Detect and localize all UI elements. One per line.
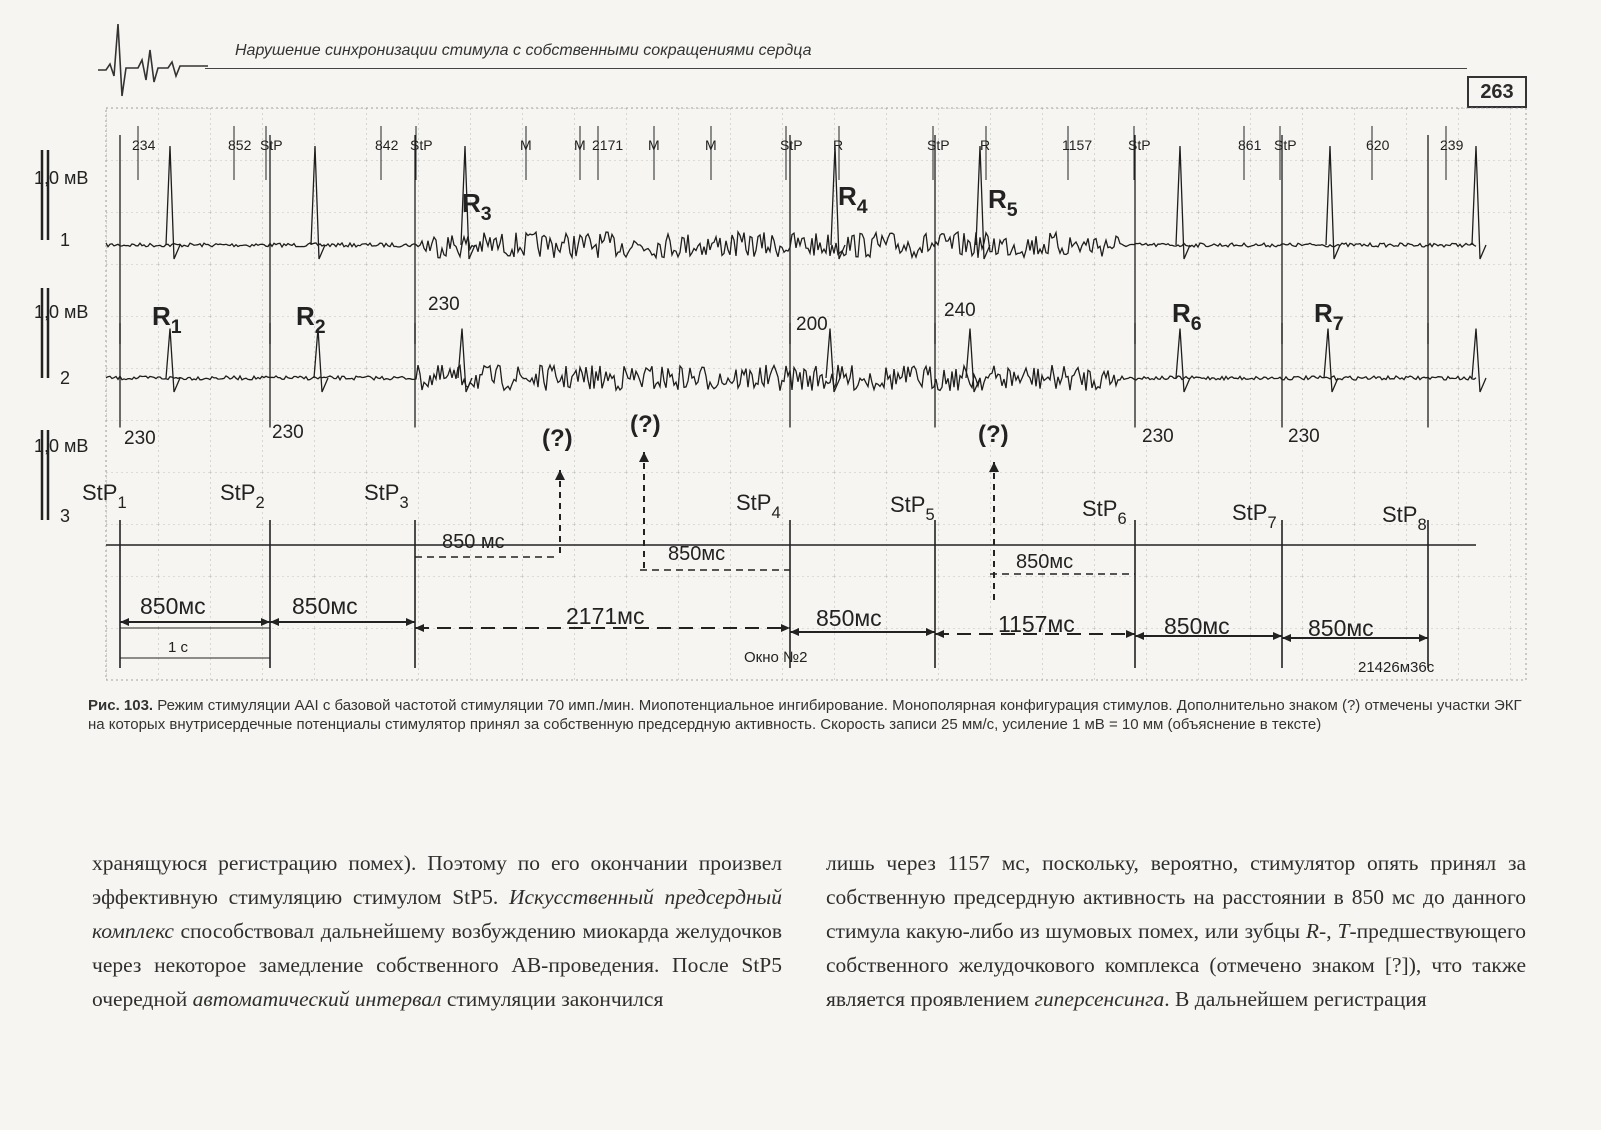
body-text-right-column [826,846,1526,1016]
label-subscript: 5 [1006,199,1018,221]
label-base: StP [364,480,400,505]
top-marker-label: StP [410,137,433,153]
top-marker-label: 2171 [592,137,624,153]
label-subscript: 6 [1190,313,1202,335]
interval-label: 230 [428,294,460,315]
top-marker-label: 234 [132,137,156,153]
label-subscript: 1 [170,316,182,338]
text-run: -, [1319,919,1338,943]
label-subscript: 8 [1417,516,1427,534]
interval-label: 230 [1142,426,1174,447]
interval-label: 850мс [292,593,358,619]
interval-label: 1157мс [998,611,1075,637]
channel-1-amplitude: 1,0 мВ [34,168,89,188]
label-subscript: 4 [856,196,868,218]
text-run: автоматический интервал [192,987,442,1011]
label-subscript: 7 [1332,313,1344,335]
running-header-title: Нарушение синхронизации стимула с собственными сокращениями сердца [235,42,812,59]
top-marker-label: 1157 [1062,137,1093,153]
label-base: StP [1382,502,1418,527]
top-marker-label: 852 [228,137,252,153]
label-base: R [296,301,315,331]
top-marker-label: 842 [375,137,399,153]
label-subscript: 7 [1267,514,1277,532]
label-base: R [1314,298,1333,328]
interval-label: 200 [796,314,828,335]
right-paragraph [826,846,1526,1016]
top-marker-label: M [520,137,532,153]
question-mark: (?) [630,411,661,438]
top-marker-label: R [980,137,991,153]
top-marker-label: StP [260,137,283,153]
calibration-marks [42,150,48,520]
label-subscript: 5 [925,506,935,524]
text-run: стимуляции закончился [441,987,664,1011]
channel-3-number: 3 [60,506,71,526]
interval-label: 240 [944,300,976,321]
text-run: гиперсенсинга [1034,987,1165,1011]
label-base: StP [736,490,772,515]
timestamp-label: 21426м36с [1358,659,1435,676]
top-marker-label: 861 [1238,137,1262,153]
question-mark: (?) [978,421,1009,448]
label-base: StP [82,480,118,505]
label-base: StP [220,480,256,505]
text-run: способствовал дальнейшему возбуждению миокарда желудочков через некоторое замедление собственного АВ-проведения. После StP5 очередной [92,919,782,1011]
label-subscript: 6 [1117,510,1127,528]
interval-label: 850мс [1164,613,1230,639]
top-marker-label: StP [1128,137,1151,153]
label-subscript: 4 [771,504,781,522]
top-marker-label: StP [1274,137,1297,153]
label-base: R [152,301,171,331]
interval-label: 230 [272,422,304,443]
top-marker-label: StP [927,137,950,153]
text-run: лишь через 1157 мс, поскольку, вероятно, стимулятор опять принял за собственную предсердную активность на расстоянии в 850 мс до данного стимула какую-либо из шумовых помех, или зубцы [826,851,1526,943]
text-run: . В дальнейшем регистрация [1164,987,1427,1011]
interval-label: 850 мс [442,531,505,553]
text-run: хранящуюся регистрацию помех). Поэтому по его окончании произвел эффективную стимуляцию стимулом StP5. [92,851,782,909]
text-run: T [1337,919,1350,943]
top-marker-label: M [648,137,660,153]
text-run: R [1305,919,1320,943]
interval-label: 230 [124,428,156,449]
top-marker-label: R [833,137,844,153]
interval-label: 2171мс [566,603,645,629]
top-marker-label: StP [780,137,803,153]
window-label: Окно №2 [744,649,808,666]
interval-label: 230 [1288,426,1320,447]
label-subscript: 2 [314,316,326,338]
left-paragraph [92,846,782,1016]
label-base: R [1172,298,1191,328]
top-marker-label: M [574,137,586,153]
question-mark: (?) [542,425,573,452]
interval-label: 850мс [1016,551,1074,573]
body-text-left-column [92,846,782,1016]
label-base: StP [1232,500,1268,525]
channel-1-number: 1 [60,230,71,250]
channel-2-amplitude: 1,0 мВ [34,302,89,322]
caption-text: Режим стимуляции AAI с базовой частотой стимуляции 70 имп./мин. Миопотенциальное ингибирование. Монополярная конфигурация стимулов. Дополнительно знаком (?) отмечены участки ЭКГ на которых внутрисердечные потенциалы стимулятор принял за собственную предсердную активность. Скорость записи 25 мм/с, усиление 1 мВ = 10 мм (объяснение в тексте) [88,697,1522,733]
label-base: R [988,184,1007,214]
label-subscript: 3 [480,203,492,225]
label-subscript: 1 [117,494,127,512]
caption-label: Рис. 103. [88,697,154,714]
label-base: R [462,188,481,218]
figure-caption [88,696,1528,734]
label-subscript: 2 [255,494,265,512]
interval-label: 850мс [816,605,882,631]
top-marker-label: 620 [1366,137,1390,153]
text-run: Искусственный предсердный комплекс [92,885,782,943]
interval-label: 850мс [668,543,726,565]
label-subscript: 3 [399,494,409,512]
interval-label: 850мс [1308,615,1374,641]
label-base: StP [1082,496,1118,521]
page-number: 263 [1467,76,1527,108]
label-base: StP [890,492,926,517]
text-run: -предшествующего собственного желудочкового комплекса (отмечено знаком [?]), что также является проявлением [826,919,1526,1011]
top-marker-label: 239 [1440,137,1464,153]
channel-3-amplitude: 1,0 мВ [34,436,89,456]
time-scale-label: 1 с [168,639,189,656]
label-base: R [838,181,857,211]
top-marker-label: M [705,137,717,153]
interval-label: 850мс [140,593,206,619]
channel-2-number: 2 [60,368,71,388]
